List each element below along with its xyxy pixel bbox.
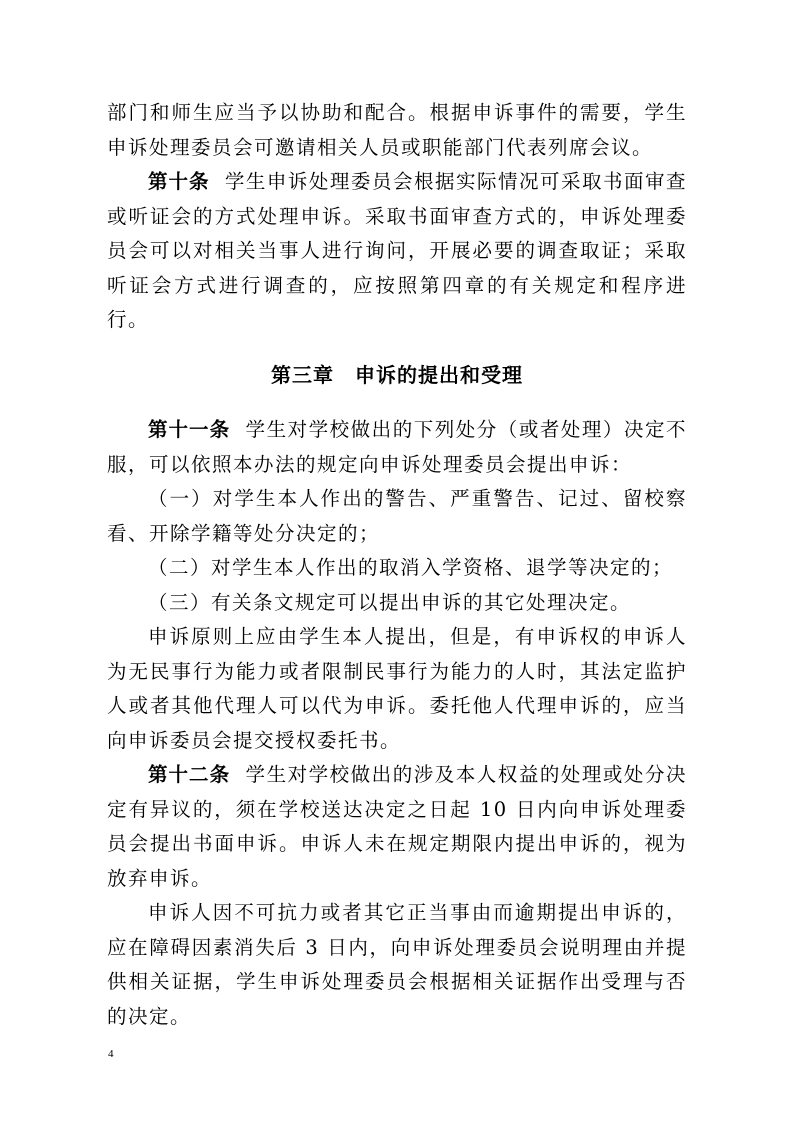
paragraph-continued: 部门和师生应当予以协助和配合。根据申诉事件的需要，学生申诉处理委员会可邀请相关人员或职能部门代表列席会议。 [107, 101, 687, 159]
article-11 [107, 413, 687, 482]
page-number: 4 [108, 1048, 114, 1060]
article-11-text: 学生对学校做出的下列处分（或者处理）决定不服，可以依照本办法的规定向申诉处理委员会提出申诉： [107, 418, 687, 476]
article-12-label: 第十二条 [148, 763, 231, 786]
article-12 [107, 758, 687, 896]
article-12-text: 学生对学校做出的涉及本人权益的处理或处分决定有异议的，须在学校送达决定之日起 10 日内向申诉处理委员会提出书面申诉。申诉人未在规定期限内提出申诉的，视为放弃申诉。 [107, 763, 687, 890]
article-11-item-1: （一）对学生本人作出的警告、严重警告、记过、留校察看、开除学籍等处分决定的； [107, 487, 687, 545]
article-12-note: 申诉人因不可抗力或者其它正当事由而逾期提出申诉的，应在障碍因素消失后 3 日内，向申诉处理委员会说明理由并提供相关证据，学生申诉处理委员会根据相关证据作出受理与否的决定。 [107, 901, 687, 1028]
article-11-item-3: （三）有关条文规定可以提出申诉的其它处理决定。 [148, 590, 632, 614]
article-10-text: 学生申诉处理委员会根据实际情况可采取书面审查或听证会的方式处理申诉。采取书面审查方式的，申诉处理委员会可以对相关当事人进行询问，开展必要的调查取证；采取听证会方式进行调查的，应按照第四章的有关规定和程序进行。 [107, 170, 687, 331]
article-10-label: 第十条 [148, 170, 210, 193]
chapter-heading: 第三章 申诉的提出和受理 [271, 362, 523, 387]
article-10 [107, 165, 687, 338]
article-11-label: 第十一条 [148, 418, 231, 441]
article-11-note: 申诉原则上应由学生本人提出，但是，有申诉权的申诉人为无民事行为能力或者限制民事行为能力的人时，其法定监护人或者其他代理人可以代为申诉。委托他人代理申诉的，应当向申诉委员会提交授权委托书。 [107, 625, 687, 752]
article-11-item-2: （二）对学生本人作出的取消入学资格、退学等决定的； [148, 556, 674, 579]
page-body [107, 96, 687, 1034]
